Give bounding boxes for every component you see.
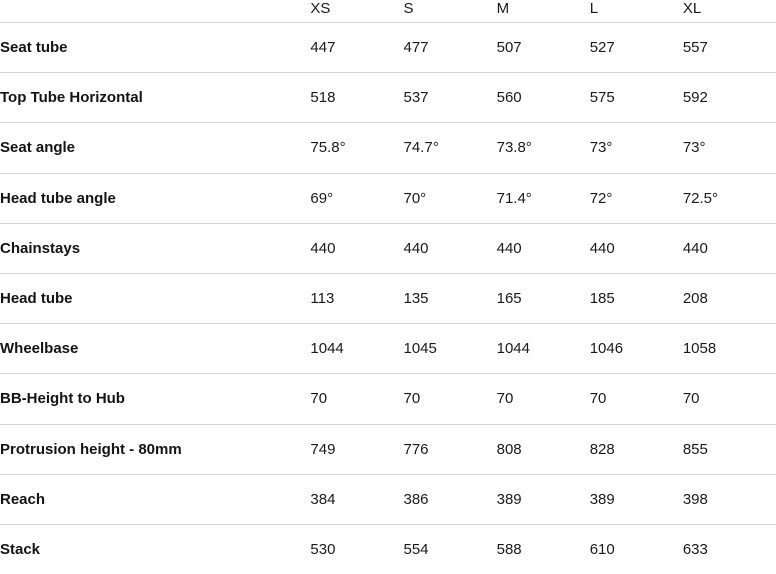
table-cell: 135 <box>404 273 497 323</box>
table-cell: 74.7° <box>404 123 497 173</box>
header-row <box>0 0 776 23</box>
table-cell: 73.8° <box>497 123 590 173</box>
table-cell: 208 <box>683 273 776 323</box>
header-size-l: L <box>590 0 683 23</box>
table-cell: 389 <box>497 474 590 524</box>
table-cell: 71.4° <box>497 173 590 223</box>
table-cell: 588 <box>497 524 590 574</box>
table-cell: 73° <box>590 123 683 173</box>
table-cell: 70° <box>404 173 497 223</box>
table-cell: 75.8° <box>310 123 403 173</box>
table-cell: 808 <box>497 424 590 474</box>
table-cell: 70 <box>497 374 590 424</box>
table-cell: 70 <box>404 374 497 424</box>
table-cell: 610 <box>590 524 683 574</box>
table-cell: 73° <box>683 123 776 173</box>
row-label: Seat angle <box>0 123 310 173</box>
table-cell: 440 <box>590 223 683 273</box>
table-cell: 113 <box>310 273 403 323</box>
table-cell: 440 <box>683 223 776 273</box>
header-size-s: S <box>404 0 497 23</box>
row-label: Stack <box>0 524 310 574</box>
table-row <box>0 524 776 574</box>
table-cell: 1045 <box>404 324 497 374</box>
table-cell: 389 <box>590 474 683 524</box>
table-row <box>0 173 776 223</box>
table-cell: 70 <box>683 374 776 424</box>
table-row <box>0 424 776 474</box>
row-label: Reach <box>0 474 310 524</box>
table-cell: 575 <box>590 73 683 123</box>
table-cell: 440 <box>310 223 403 273</box>
table-row <box>0 474 776 524</box>
table-row <box>0 73 776 123</box>
row-label: Seat tube <box>0 23 310 73</box>
table-cell: 447 <box>310 23 403 73</box>
table-cell: 1044 <box>497 324 590 374</box>
table-cell: 633 <box>683 524 776 574</box>
table-cell: 518 <box>310 73 403 123</box>
table-cell: 185 <box>590 273 683 323</box>
row-label: Top Tube Horizontal <box>0 73 310 123</box>
table-cell: 507 <box>497 23 590 73</box>
row-label: BB-Height to Hub <box>0 374 310 424</box>
table-cell: 70 <box>590 374 683 424</box>
table-row <box>0 374 776 424</box>
header-size-xs: XS <box>310 0 403 23</box>
header-corner-cell <box>0 0 310 23</box>
table-row <box>0 123 776 173</box>
table-cell: 537 <box>404 73 497 123</box>
table-cell: 165 <box>497 273 590 323</box>
table-cell: 554 <box>404 524 497 574</box>
table-cell: 855 <box>683 424 776 474</box>
table-cell: 70 <box>310 374 403 424</box>
table-cell: 828 <box>590 424 683 474</box>
table-cell: 72.5° <box>683 173 776 223</box>
table-cell: 398 <box>683 474 776 524</box>
header-size-xl: XL <box>683 0 776 23</box>
table-header <box>0 0 776 23</box>
row-label: Chainstays <box>0 223 310 273</box>
table-cell: 530 <box>310 524 403 574</box>
table-cell: 1058 <box>683 324 776 374</box>
row-label: Head tube <box>0 273 310 323</box>
table-cell: 1046 <box>590 324 683 374</box>
table-cell: 477 <box>404 23 497 73</box>
table-body <box>0 23 776 574</box>
table-cell: 440 <box>404 223 497 273</box>
table-row <box>0 324 776 374</box>
table-cell: 560 <box>497 73 590 123</box>
table-row <box>0 23 776 73</box>
header-size-m: M <box>497 0 590 23</box>
table-cell: 440 <box>497 223 590 273</box>
row-label: Wheelbase <box>0 324 310 374</box>
table-cell: 384 <box>310 474 403 524</box>
table-cell: 776 <box>404 424 497 474</box>
table-cell: 749 <box>310 424 403 474</box>
row-label: Protrusion height - 80mm <box>0 424 310 474</box>
table-cell: 557 <box>683 23 776 73</box>
table-row <box>0 273 776 323</box>
table-cell: 69° <box>310 173 403 223</box>
table-cell: 592 <box>683 73 776 123</box>
table-row <box>0 223 776 273</box>
row-label: Head tube angle <box>0 173 310 223</box>
table-cell: 1044 <box>310 324 403 374</box>
table-cell: 72° <box>590 173 683 223</box>
table-cell: 527 <box>590 23 683 73</box>
table-cell: 386 <box>404 474 497 524</box>
